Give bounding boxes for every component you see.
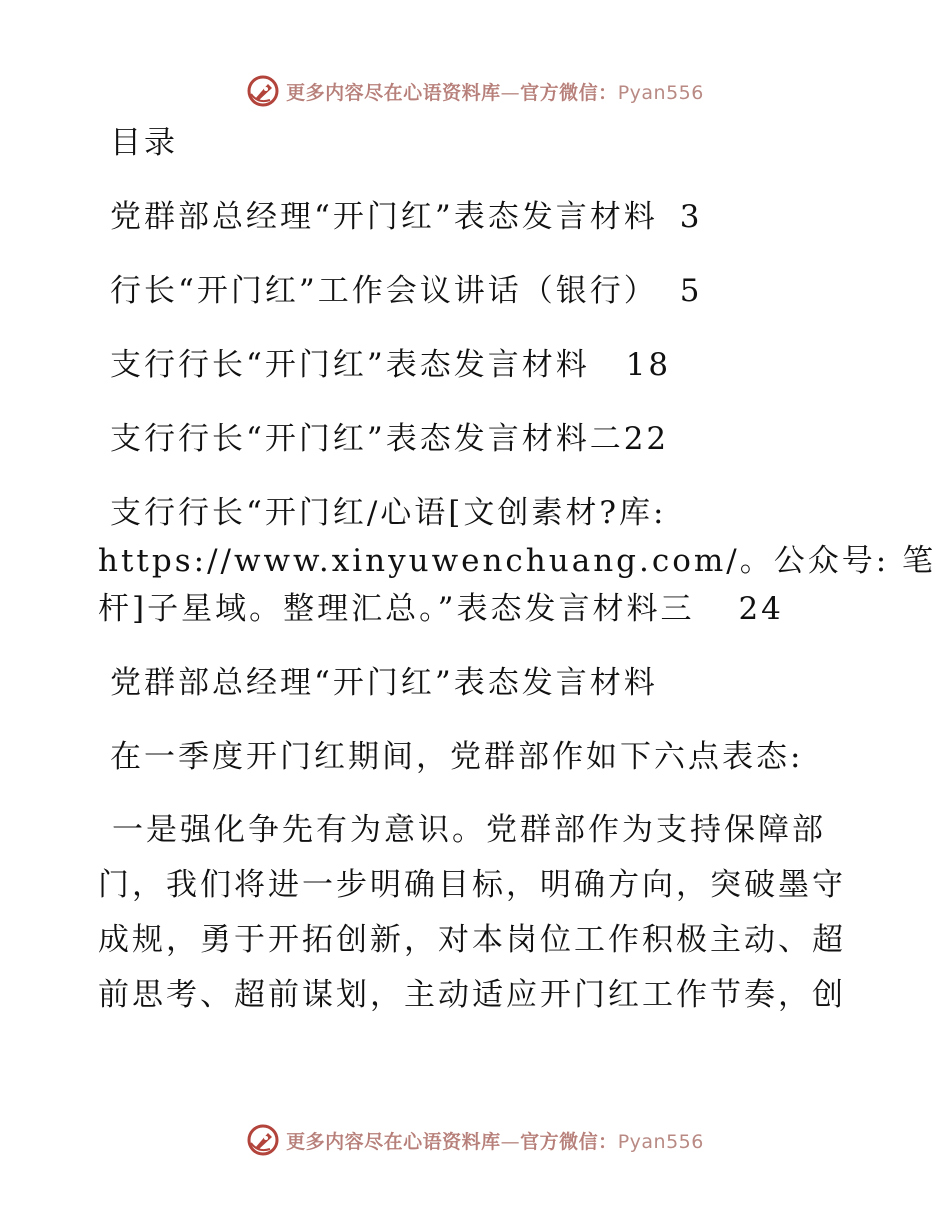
pen-nib-circle-logo-icon <box>246 74 280 108</box>
banner-text <box>286 78 704 105</box>
document-content <box>98 115 937 1014</box>
toc-item[interactable] <box>98 199 858 236</box>
banner-text-id: Pyan556 <box>617 1130 704 1153</box>
banner-text-id: Pyan556 <box>617 81 704 104</box>
toc-item-wrapped[interactable] <box>98 495 937 628</box>
header-banner <box>0 71 950 111</box>
toc-item-page: 3 <box>679 199 703 235</box>
intro-paragraph: 在一季度开门红期间，党群部作如下六点表态: <box>110 739 804 775</box>
banner-text-main: 更多内容尽在心语资料库 <box>286 81 501 104</box>
banner-text-separator: — <box>500 1130 521 1153</box>
toc-item-page: 22 <box>623 421 670 457</box>
toc-item-text: 党群部总经理“开门红”表态发言材料 <box>110 199 658 235</box>
toc-wrapped-line-last <box>98 591 858 628</box>
toc-item-text: 支行行长“开门红”表态发言材料二 <box>110 421 624 457</box>
toc-item-page: 5 <box>679 273 703 309</box>
toc-title: 目录 <box>110 125 178 161</box>
toc-wrapped-text: 杆]子星域。整理汇总。”表态发言材料三 <box>98 591 695 627</box>
banner-text <box>286 1127 704 1154</box>
pen-nib-circle-logo-icon <box>246 1123 280 1157</box>
banner-text-main: 更多内容尽在心语资料库 <box>286 1130 501 1153</box>
toc-wrapped-line: 支行行长“开门红/心语[文创素材?库: <box>110 495 667 531</box>
toc-item[interactable] <box>98 347 858 384</box>
toc-item-text: 行长“开门红”工作会议讲话（银行） <box>110 273 658 309</box>
section-heading: 党群部总经理“开门红”表态发言材料 <box>110 665 658 701</box>
toc-item[interactable] <box>98 421 858 458</box>
paragraph-line: 成规，勇于开拓创新，对本岗位工作积极主动、超 <box>98 922 846 958</box>
toc-item-text: 支行行长“开门红”表态发言材料 <box>110 347 590 383</box>
footer-banner <box>0 1120 950 1160</box>
toc-item-page: 24 <box>738 591 784 627</box>
banner-text-separator: — <box>500 81 521 104</box>
banner-text-official: 官方微信： <box>520 81 618 104</box>
toc-wrapped-line: https://www.xinyuwenchuang.com/。公众号: 笔 <box>98 543 937 579</box>
toc-item-page: 18 <box>625 347 672 383</box>
body-paragraph <box>98 812 858 1014</box>
banner-text-official: 官方微信： <box>520 1130 618 1153</box>
toc-item[interactable] <box>98 273 858 310</box>
paragraph-line: 门，我们将进一步明确目标，明确方向，突破墨守 <box>98 867 846 903</box>
paragraph-line: 一是强化争先有为意识。党群部作为支持保障部 <box>112 812 826 848</box>
paragraph-line: 前思考、超前谋划，主动适应开门红工作节奏，创 <box>98 977 846 1013</box>
